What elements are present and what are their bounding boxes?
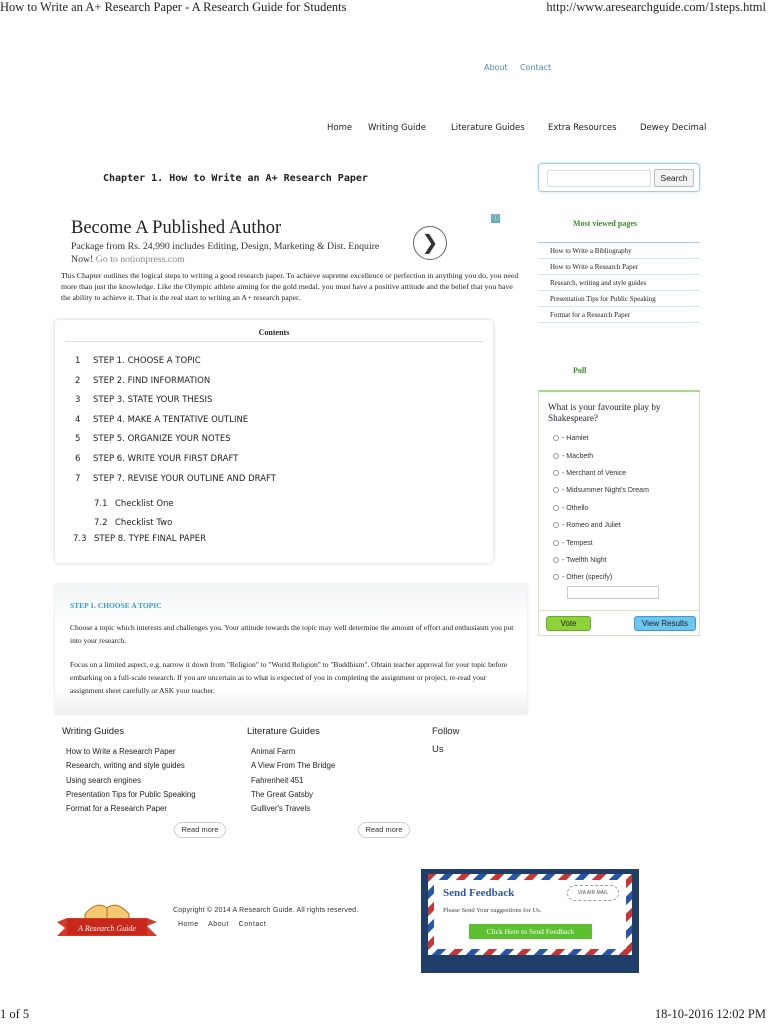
footer-link[interactable]: Format for a Research Paper — [66, 804, 167, 813]
footer-contact-link[interactable]: Contact — [238, 921, 267, 928]
vote-button[interactable]: Vote — [546, 616, 591, 631]
page-title: Chapter 1. How to Write an A+ Research Paper — [103, 173, 368, 184]
footer-about-link[interactable]: About — [208, 921, 229, 928]
radio-icon[interactable] — [553, 574, 559, 580]
footer-link[interactable]: The Great Gatsby — [251, 790, 313, 799]
copyright-text: Copyright © 2014 A Research Guide. All rights reserved. — [173, 907, 359, 914]
poll-question: What is your favourite play by Shakespeare? — [548, 402, 661, 423]
most-viewed-list — [538, 242, 700, 323]
poll-option[interactable]: - Hamlet — [553, 435, 588, 442]
search-box — [538, 163, 700, 192]
radio-icon[interactable] — [553, 540, 559, 546]
air-mail-stamp-icon: VIA AIR MAIL — [567, 885, 619, 901]
footer-link[interactable]: Animal Farm — [251, 747, 296, 756]
envelope-card — [428, 874, 632, 955]
send-feedback-button[interactable]: Click Here to Send Feedback — [469, 924, 592, 939]
radio-icon[interactable] — [553, 505, 559, 511]
radio-icon[interactable] — [553, 470, 559, 476]
radio-icon[interactable] — [553, 487, 559, 493]
step-paragraph: Focus on a limited aspect, e.g. narrow it down from "Religion" to "World Religion" to "Buddhism". Obtain teacher approval for your topic before embarking on a full-scale research. If you are uncertain as to what is expected of you in completing the assignment or project, re-read your assignment sheet carefully or ASK your teacher. — [70, 660, 508, 695]
writing-guides-heading: Writing Guides — [62, 726, 125, 737]
poll-option[interactable]: - Macbeth — [553, 453, 593, 460]
feedback-widget — [421, 869, 639, 973]
nav-writing-guide[interactable]: Writing Guide — [368, 123, 427, 133]
poll-option[interactable]: - Romeo and Juliet — [553, 522, 621, 529]
ad-arrow-icon[interactable]: ❯ — [413, 226, 447, 260]
step-section — [55, 584, 527, 714]
toc-item[interactable]: 7.3 STEP 8. TYPE FINAL PAPER — [73, 534, 206, 544]
poll-heading: Poll — [573, 366, 587, 375]
nav-home[interactable]: Home — [327, 123, 353, 133]
nav-extra-resources[interactable]: Extra Resources — [548, 123, 617, 133]
table-of-contents — [55, 320, 493, 563]
ad-info-icon[interactable]: ⓘ — [492, 214, 499, 222]
print-page-number: 1 of 5 — [0, 1007, 30, 1021]
view-results-button[interactable]: View Results — [634, 616, 696, 631]
read-more-button[interactable]: Read more — [174, 822, 226, 838]
list-item[interactable]: How to Write a Bibliography — [538, 243, 700, 259]
about-link[interactable]: About — [484, 63, 508, 72]
poll-option[interactable]: - Merchant of Venice — [553, 470, 626, 477]
print-datetime: 18-10-2016 12:02 PM — [654, 1007, 766, 1021]
list-item[interactable]: Format for a Research Paper — [538, 307, 700, 323]
follow-heading: Follow — [432, 726, 460, 737]
ad-link[interactable]: Go to notionpress.com — [95, 253, 185, 265]
divider — [65, 341, 483, 342]
print-url: http://www.aresearchguide.com/1steps.html — [546, 0, 766, 14]
toc-item[interactable]: 1 STEP 1. CHOOSE A TOPIC — [75, 356, 201, 366]
step-paragraph: Choose a topic which interests and challenges you. Your attitude towards the topic may well determine the amount of effort and enthusiasm you put into your research. — [70, 623, 514, 645]
toc-item[interactable]: 7.1 Checklist One — [94, 499, 174, 509]
toc-item[interactable]: 7 STEP 7. REVISE YOUR OUTLINE AND DRAFT — [75, 474, 276, 484]
footer-link[interactable]: How to Write a Research Paper — [66, 747, 176, 756]
poll-other-input[interactable] — [567, 586, 659, 599]
toc-item[interactable]: 6 STEP 6. WRITE YOUR FIRST DRAFT — [75, 454, 239, 464]
literature-guides-heading: Literature Guides — [247, 726, 320, 737]
poll-option[interactable]: - Midsummer Night's Dream — [553, 487, 649, 494]
poll-widget — [538, 390, 700, 636]
list-item[interactable]: Research, writing and style guides — [538, 275, 700, 291]
radio-icon[interactable] — [553, 557, 559, 563]
ad-text: Package from Rs. 24,990 includes Editing, Design, Marketing & Dist. Enquire Now! — [71, 241, 380, 265]
toc-item[interactable]: 2 STEP 2. FIND INFORMATION — [75, 376, 211, 386]
footer-link[interactable]: Presentation Tips for Public Speaking — [66, 790, 196, 799]
toc-item[interactable]: 4 STEP 4. MAKE A TENTATIVE OUTLINE — [75, 415, 249, 425]
radio-icon[interactable] — [553, 522, 559, 528]
most-viewed-heading: Most viewed pages — [573, 219, 637, 228]
intro-paragraph: This Chapter outlines the logical steps to writing a good research paper. To achieve supreme excellence or perfection in anything you do, you need more than just the knowledge. Like the Olympic athlete aiming for the gold medal, you must have a positive attitude and the belief that you have the ability to achieve it. That is the real start to writing an A+ research paper. — [61, 271, 519, 302]
toc-item[interactable]: 7.2 Checklist Two — [94, 518, 173, 528]
feedback-subtitle: Please Send Your suggestions for Us. — [443, 907, 542, 914]
poll-option[interactable]: - Other (specify) — [553, 574, 612, 581]
poll-option[interactable]: - Othello — [553, 505, 588, 512]
read-more-button[interactable]: Read more — [358, 822, 410, 838]
footer-link[interactable]: A View From The Bridge — [251, 761, 336, 770]
print-page-title: How to Write an A+ Research Paper - A Research Guide for Students — [0, 0, 347, 14]
list-item[interactable]: How to Write a Research Paper — [538, 259, 700, 275]
radio-icon[interactable] — [553, 453, 559, 459]
follow-heading-us: Us — [432, 744, 444, 755]
envelope-inner — [434, 880, 626, 949]
poll-option[interactable]: - Twelfth Night — [553, 557, 607, 564]
svg-text:A Research Guide: A Research Guide — [78, 924, 136, 933]
list-item[interactable]: Presentation Tips for Public Speaking — [538, 291, 700, 307]
site-logo[interactable] — [55, 892, 159, 944]
footer-link[interactable]: Research, writing and style guides — [66, 761, 185, 770]
divider — [539, 610, 699, 611]
feedback-title: Send Feedback — [443, 887, 515, 899]
nav-dewey-decimal[interactable]: Dewey Decimal — [640, 123, 707, 133]
ad-title[interactable]: Become A Published Author — [71, 218, 282, 238]
step-heading: STEP 1. CHOOSE A TOPIC — [70, 601, 162, 610]
footer-link[interactable]: Using search engines — [66, 776, 141, 785]
poll-option[interactable]: - Tempest — [553, 540, 593, 547]
search-input[interactable] — [547, 170, 651, 187]
footer-link[interactable]: Gulliver's Travels — [251, 804, 311, 813]
footer-nav — [178, 921, 266, 928]
toc-item[interactable]: 5 STEP 5. ORGANIZE YOUR NOTES — [75, 434, 231, 444]
toc-item[interactable]: 3 STEP 3. STATE YOUR THESIS — [75, 395, 213, 405]
contact-link[interactable]: Contact — [520, 63, 552, 72]
footer-home-link[interactable]: Home — [178, 921, 199, 928]
radio-icon[interactable] — [553, 435, 559, 441]
search-button[interactable]: Search — [654, 169, 694, 187]
contents-title: Contents — [258, 328, 290, 337]
ad-description[interactable] — [71, 241, 401, 266]
footer-link[interactable]: Fahrenheit 451 — [251, 776, 304, 785]
nav-literature-guides[interactable]: Literature Guides — [451, 123, 525, 133]
